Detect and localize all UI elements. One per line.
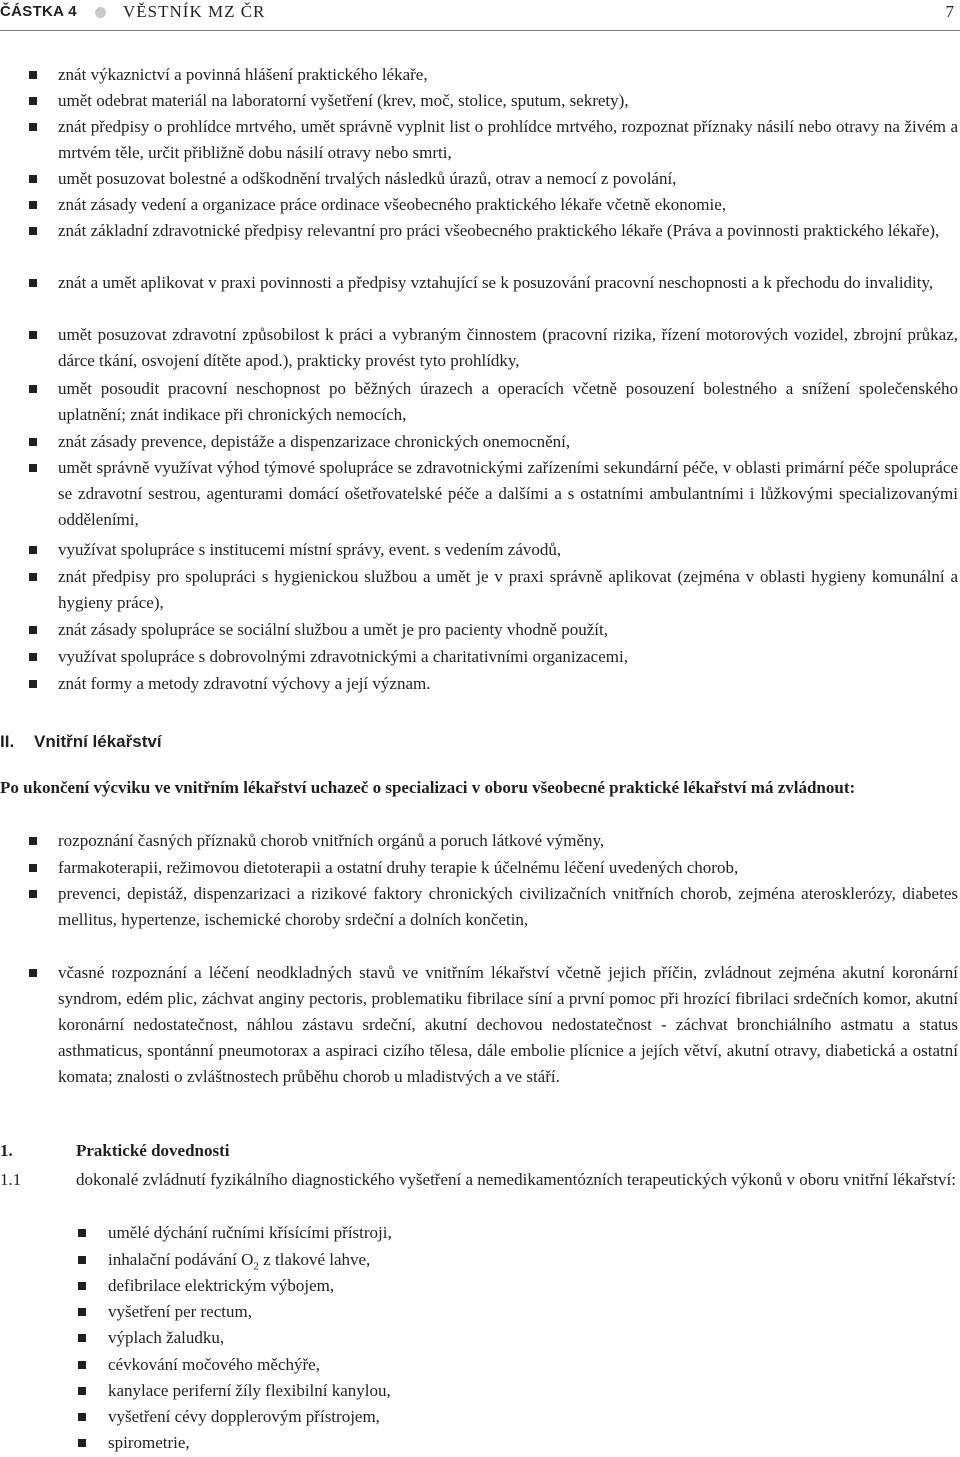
- bullet-icon: [29, 279, 37, 287]
- subsection-number: 1.: [0, 1141, 13, 1160]
- bullet-icon: [29, 97, 37, 105]
- list-item-text: rozpoznání časných příznaků chorob vnitřních orgánů a poruch látkové výměny,: [58, 831, 605, 850]
- list-item-text: kanylace periferní žíly flexibilní kanylou,: [108, 1381, 391, 1400]
- bullet-icon: [29, 464, 37, 472]
- bullet-icon: [78, 1413, 86, 1421]
- bullet-icon: [78, 1387, 86, 1395]
- bullet-icon: [29, 175, 37, 183]
- bullet-icon: [29, 969, 37, 977]
- bullet-icon: [29, 864, 37, 872]
- list-item-text: prevenci, depistáž, dispenzarizaci a rizikové faktory chronických civilizačních vnitřních chorob, zejména aterosklerózy, diabetes mellitus, hypertenze, ischemické choroby srdeční a dolních končetin,: [58, 884, 958, 929]
- list-item-text: cévkování močového měchýře,: [108, 1355, 320, 1374]
- list-item-text: umět posuzovat zdravotní způsobilost k práci a vybraným činnostem (pracovní rizika, řízení motorových vozidel, zbrojní průkaz, dárce tkání, osvojení dítěte apod.), prakticky provést tyto prohlídky,: [58, 325, 958, 370]
- list-item-text: znát předpisy o prohlídce mrtvého, umět správně vyplnit list o prohlídce mrtvého, rozpoznat příznaky násilí nebo otravy na živém a mrtvém těle, určit přibližně dobu násilí otravy nebo smrti,: [58, 117, 958, 162]
- bullet-icon: [78, 1229, 86, 1237]
- section-intro: Po ukončení výcviku ve vnitřním lékařství uchazeč o specializaci v oboru všeobecné praktické lékařství má zvládnout:: [0, 778, 856, 797]
- bullet-icon: [29, 837, 37, 845]
- list-item-text: využívat spolupráce s dobrovolnými zdravotnickými a charitativními organizacemi,: [58, 647, 628, 666]
- bullet-icon: [29, 626, 37, 634]
- o2-suffix: z tlakové lahve,: [258, 1250, 371, 1269]
- list-item-text: defibrilace elektrickým výbojem,: [108, 1276, 335, 1295]
- list-item-text: znát výkaznictví a povinná hlášení praktického lékaře,: [58, 65, 428, 84]
- list-item-text: znát zásady spolupráce se sociální službou a umět je pro pacienty vhodně použít,: [58, 620, 608, 639]
- bullet-icon: [78, 1361, 86, 1369]
- bullet-icon: [78, 1256, 86, 1264]
- list-item-text: znát předpisy pro spolupráci s hygienickou službou a umět je v praxi správně aplikovat (zejména v oblasti hygieny komunální a hygieny práce),: [58, 567, 958, 612]
- list-item-text: znát základní zdravotnické předpisy relevantní pro práci všeobecného praktického lékaře (Práva a povinnosti praktického lékaře),: [58, 221, 940, 240]
- bullet-icon: [29, 890, 37, 898]
- list-item-text: vyšetření per rectum,: [108, 1302, 252, 1321]
- issue-number: ČÁSTKA 4: [0, 3, 77, 20]
- list-item-text: znát zásady vedení a organizace práce ordinace všeobecného praktického lékaře včetně ekonomie,: [58, 195, 727, 214]
- list-item-text: farmakoterapii, režimovou dietoterapii a ostatní druhy terapie k účelnému léčení uvedených chorob,: [58, 858, 739, 877]
- item-number: 1.1: [0, 1170, 22, 1189]
- list-item-text: využívat spolupráce s institucemi místní správy, event. s vedením závodů,: [58, 540, 562, 559]
- list-item-text: znát formy a metody zdravotní výchovy a její význam.: [58, 674, 431, 693]
- bullet-icon: [29, 680, 37, 688]
- bullet-icon: [29, 331, 37, 339]
- bullet-icon: [29, 385, 37, 393]
- bullet-icon: [29, 546, 37, 554]
- section-title: Vnitřní lékařství: [34, 732, 162, 751]
- list-item-text: znát a umět aplikovat v praxi povinnosti a předpisy vztahující se k posuzování pracovní neschopnosti a k přechodu do invalidity,: [58, 273, 934, 292]
- list-item-text: umět posoudit pracovní neschopnost po běžných úrazech a operacích včetně posouzení bolestného a snížení společenského uplatnění; znát indikace při chronických nemocích,: [58, 379, 958, 424]
- bullet-icon: [29, 123, 37, 131]
- subsection-title: Praktické dovednosti: [76, 1141, 230, 1160]
- o2-subscript: 2: [253, 1260, 259, 1273]
- bullet-icon: [78, 1439, 86, 1447]
- page-number: 7: [945, 2, 954, 21]
- item-text: dokonalé zvládnutí fyzikálního diagnostického vyšetření a nemedikamentózních terapeutických výkonů v oboru vnitřní lékařství:: [76, 1170, 956, 1189]
- section-heading: [0, 732, 162, 752]
- list-item-text: vyšetření cévy dopplerovým přístrojem,: [108, 1407, 380, 1426]
- bullet-icon: [78, 1282, 86, 1290]
- list-item-text: umět odebrat materiál na laboratorní vyšetření (krev, moč, stolice, sputum, sekrety),: [58, 91, 629, 110]
- bullet-dot-icon: [95, 7, 106, 18]
- journal-title: VĚSTNÍK MZ ČR: [123, 2, 266, 21]
- subsection-heading: [0, 1141, 229, 1161]
- bullet-icon: [29, 201, 37, 209]
- bullet-icon: [29, 71, 37, 79]
- bullet-icon: [29, 438, 37, 446]
- list-item-text: spirometrie,: [108, 1433, 190, 1452]
- bullet-icon: [78, 1334, 86, 1342]
- page-header: [0, 0, 960, 31]
- list-item-text: znát zásady prevence, depistáže a dispenzarizace chronických onemocnění,: [58, 432, 571, 451]
- list-item-text: umět posuzovat bolestné a odškodnění trvalých následků úrazů, otrav a nemocí z povolání,: [58, 169, 677, 188]
- section-number: II.: [0, 732, 15, 751]
- bullet-icon: [29, 653, 37, 661]
- list-item-text: umělé dýchání ručními křísícími přístroji,: [108, 1223, 392, 1242]
- bullet-icon: [29, 573, 37, 581]
- bullet-icon: [29, 227, 37, 235]
- list-item-text: umět správně využívat výhod týmové spolupráce se zdravotnickými zařízeními sekundární péče, v oblasti primární péče spolupráce se zdravotní sestrou, agenturami domácí ošetřovatelské péče a dalšími a s ostatními ambulantními i lůžkovými specializovanými odděleními,: [58, 458, 958, 529]
- bullet-icon: [78, 1308, 86, 1316]
- list-item-text: výplach žaludku,: [108, 1328, 225, 1347]
- o2-text: inhalační podávání O: [108, 1250, 254, 1269]
- list-item-text: včasné rozpoznání a léčení neodkladných stavů ve vnitřním lékařství včetně jejich příčin, zvládnout zejména akutní koronární syndrom, edém plic, záchvat anginy pectoris, problematiku fibrilace síní a první pomoc při hrozící fibrilaci srdečních komor, akutní koronární nedostatečnost, náhlou zástavu srdeční, akutní dechovou nedostatečnost - záchvat bronchiálního astmatu a status asthmaticus, spontánní pneumotorax a aspiraci cizího tělesa, dále embolie plícnice a jejích větví, akutní otravy, diabetická a ostatní komata; znalosti o zvláštnostech průběhu chorob u mladistvých a ve stáří.: [58, 963, 958, 1086]
